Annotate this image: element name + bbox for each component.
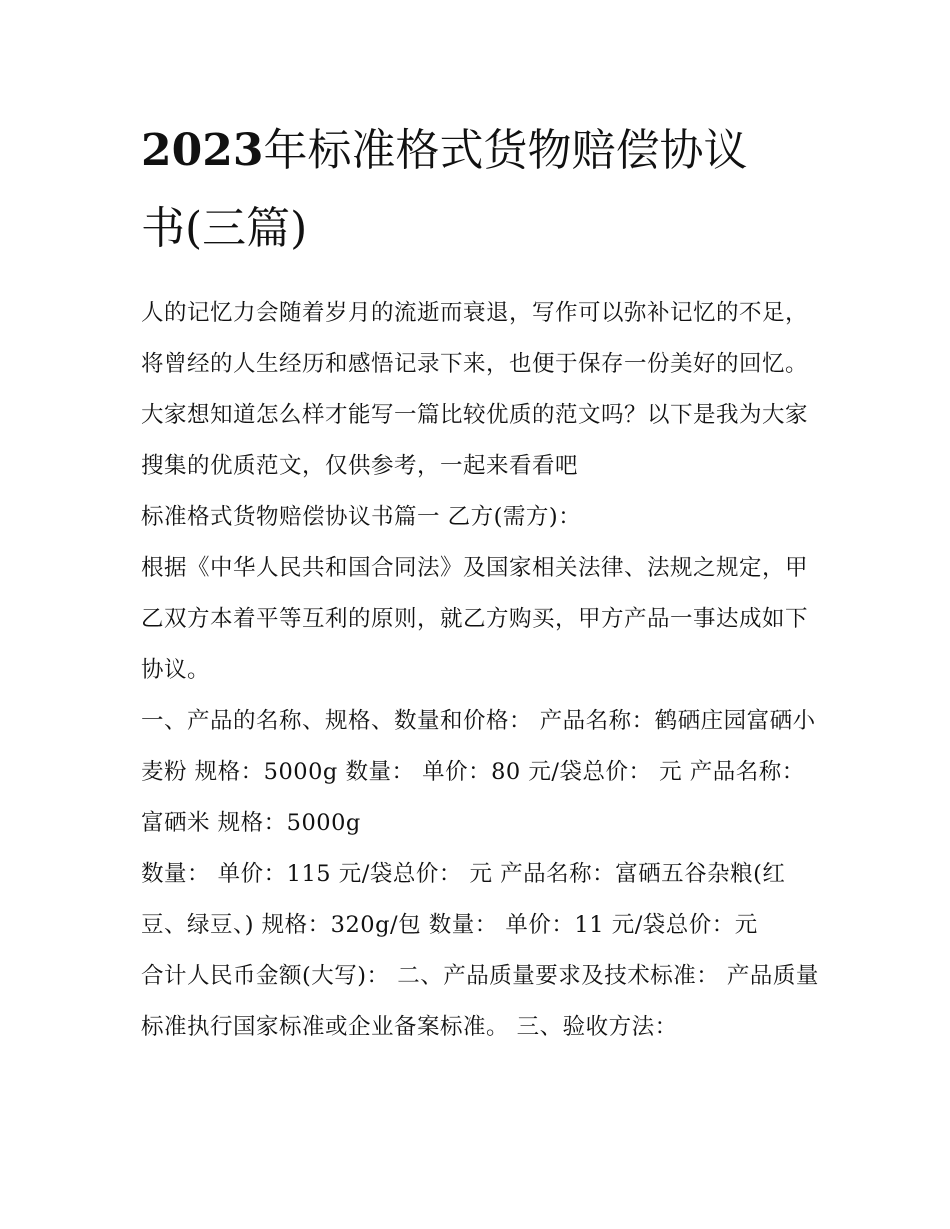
legal-basis-paragraph: 根据《中华人民共和国合同法》及国家相关法律、法规之规定，甲乙双方本着平等互利的原则，就乙方购买，甲方产品一事达成如下协议。 (141, 555, 809, 683)
intro-paragraph: 人的记忆力会随着岁月的流逝而衰退，写作可以弥补记忆的不足，将曾经的人生经历和感悟记录下来，也便于保存一份美好的回忆。大家想知道怎么样才能写一篇比较优质的范文吗？以下是我为大家搜集的优质范文，仅供参考，一起来看看吧 (141, 300, 809, 479)
product-list-continued-paragraph: 数量： 单价：115 元/袋总价： 元 产品名称：富硒五谷杂粮(红豆、绿豆、) 规格：320g/包 数量： 单价：11 元/袋总价：元 (141, 861, 786, 938)
section-heading-part-b: 标准格式货物赔偿协议书篇一 乙方(需方)： (141, 504, 582, 530)
quality-paragraph: 合计人民币金额(大写)： 二、产品质量要求及技术标准： 产品质量标准执行国家标准或企业备案标准。 三、验收方法： (141, 963, 819, 1040)
product-list-paragraph: 一、产品的名称、规格、数量和价格： 产品名称：鹤硒庄园富硒小麦粉 规格：5000g 数量： 单价：80 元/袋总价： 元 产品名称：富硒米 规格：5000g (141, 708, 816, 836)
title-line2-text: 书(三篇) (141, 203, 308, 254)
document-page (141, 112, 821, 1053)
title-line1-text: 年标准格式货物赔偿协议 (263, 125, 748, 176)
document-title (141, 112, 821, 268)
title-year: 2023 (141, 125, 264, 176)
